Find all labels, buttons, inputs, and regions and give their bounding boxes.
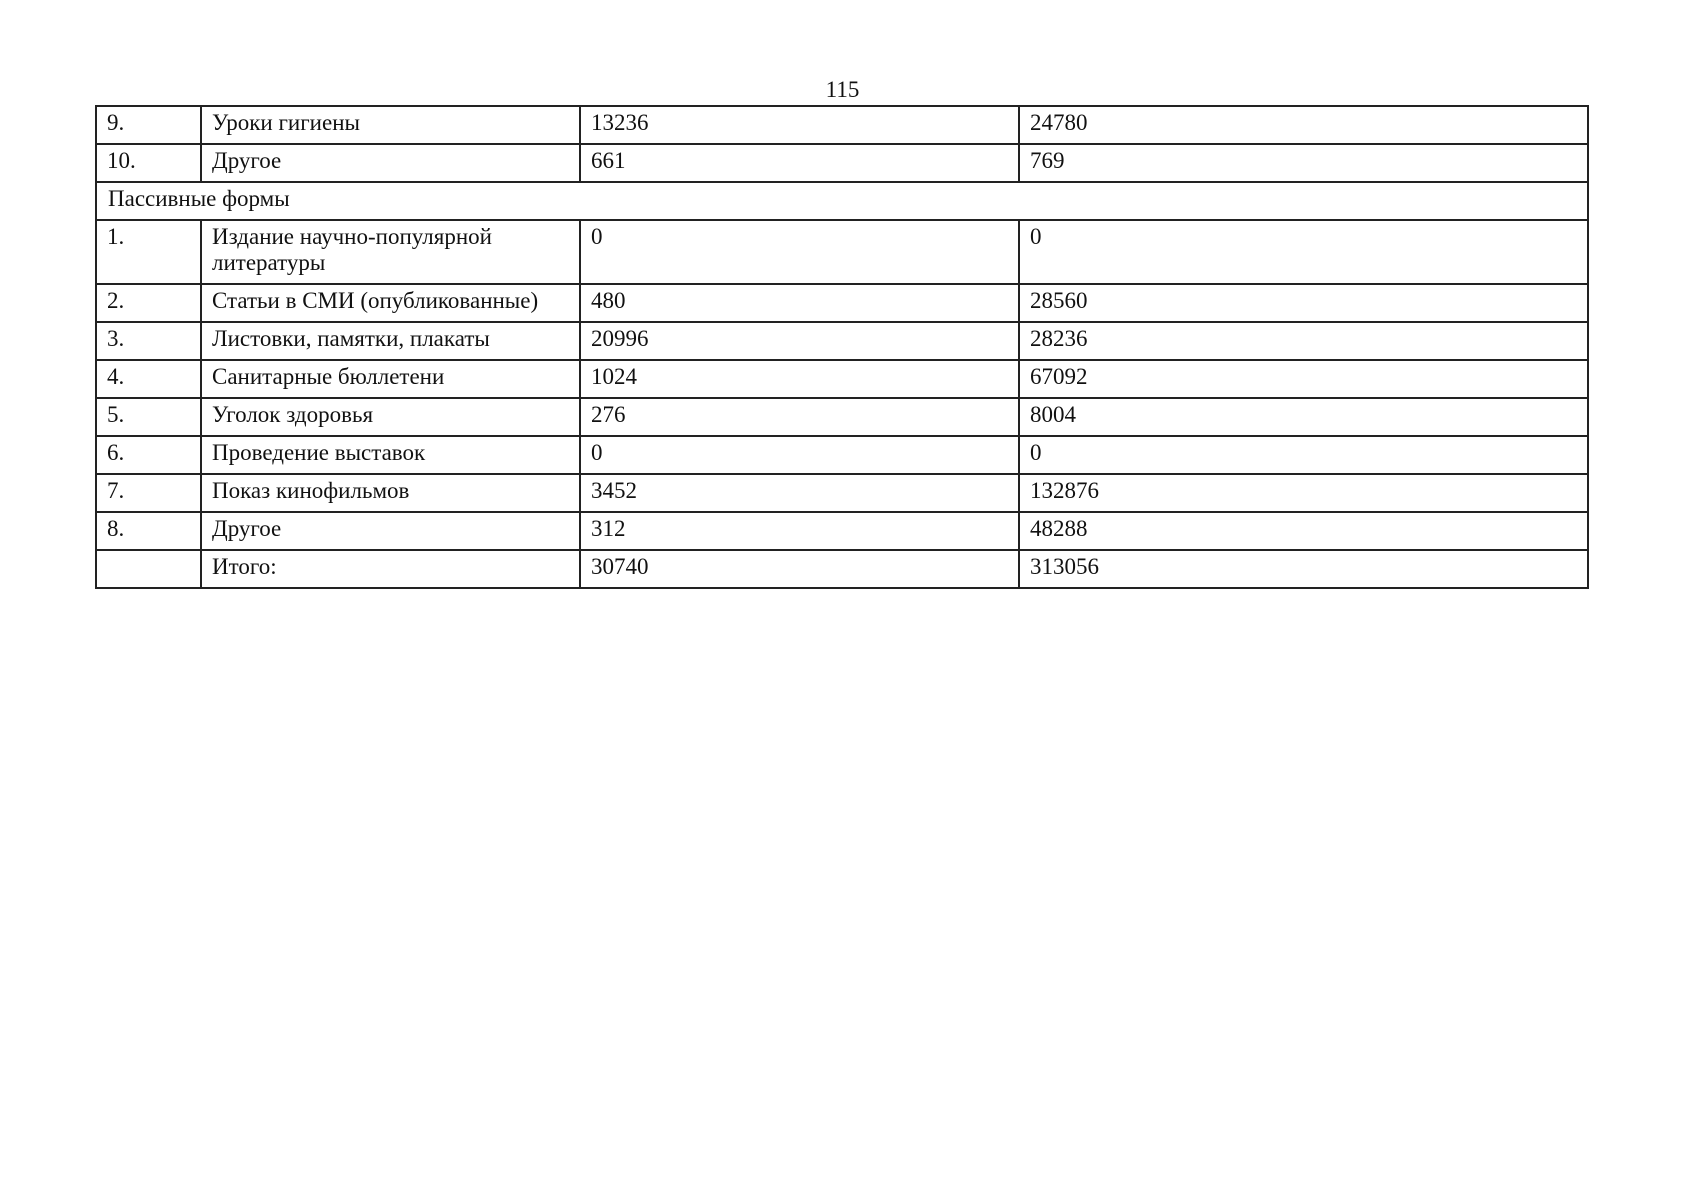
table-row <box>96 106 1588 144</box>
data-table <box>95 105 1589 589</box>
total-value-2: 313056 <box>1019 550 1588 588</box>
row-name: Санитарные бюллетени <box>201 360 580 398</box>
row-value-2: 24780 <box>1019 106 1588 144</box>
row-number: 1. <box>96 220 201 284</box>
row-value-1: 13236 <box>580 106 1019 144</box>
row-value-2: 769 <box>1019 144 1588 182</box>
row-name: Другое <box>201 144 580 182</box>
table-row <box>96 322 1588 360</box>
row-value-2: 0 <box>1019 436 1588 474</box>
page-number: 115 <box>825 77 860 102</box>
row-value-2: 8004 <box>1019 398 1588 436</box>
row-name: Проведение выставок <box>201 436 580 474</box>
row-value-2: 132876 <box>1019 474 1588 512</box>
row-value-1: 3452 <box>580 474 1019 512</box>
table-row <box>96 360 1588 398</box>
row-value-1: 276 <box>580 398 1019 436</box>
row-value-2: 67092 <box>1019 360 1588 398</box>
row-number: 2. <box>96 284 201 322</box>
total-row <box>96 550 1588 588</box>
row-value-1: 20996 <box>580 322 1019 360</box>
row-value-2: 0 <box>1019 220 1588 284</box>
row-number: 6. <box>96 436 201 474</box>
row-value-1: 312 <box>580 512 1019 550</box>
total-number <box>96 550 201 588</box>
row-name: Статьи в СМИ (опубликованные) <box>201 284 580 322</box>
row-value-1: 0 <box>580 220 1019 284</box>
row-value-1: 1024 <box>580 360 1019 398</box>
row-value-2: 48288 <box>1019 512 1588 550</box>
table-row <box>96 284 1588 322</box>
row-value-1: 480 <box>580 284 1019 322</box>
table-row <box>96 220 1588 284</box>
row-value-2: 28236 <box>1019 322 1588 360</box>
total-value-1: 30740 <box>580 550 1019 588</box>
section-title: Пассивные формы <box>96 182 1588 220</box>
row-value-1: 661 <box>580 144 1019 182</box>
row-number: 8. <box>96 512 201 550</box>
row-name: Издание научно-популярной литературы <box>201 220 580 284</box>
table-row <box>96 436 1588 474</box>
row-value-1: 0 <box>580 436 1019 474</box>
row-number: 3. <box>96 322 201 360</box>
row-number: 7. <box>96 474 201 512</box>
row-name: Листовки, памятки, плакаты <box>201 322 580 360</box>
table-row <box>96 398 1588 436</box>
row-number: 10. <box>96 144 201 182</box>
row-number: 5. <box>96 398 201 436</box>
section-row <box>96 182 1588 220</box>
row-number: 4. <box>96 360 201 398</box>
row-name: Уроки гигиены <box>201 106 580 144</box>
table-row <box>96 474 1588 512</box>
table-row <box>96 144 1588 182</box>
row-value-2: 28560 <box>1019 284 1588 322</box>
row-name: Уголок здоровья <box>201 398 580 436</box>
table-row <box>96 512 1588 550</box>
row-name: Другое <box>201 512 580 550</box>
row-name: Показ кинофильмов <box>201 474 580 512</box>
row-number: 9. <box>96 106 201 144</box>
total-label: Итого: <box>201 550 580 588</box>
